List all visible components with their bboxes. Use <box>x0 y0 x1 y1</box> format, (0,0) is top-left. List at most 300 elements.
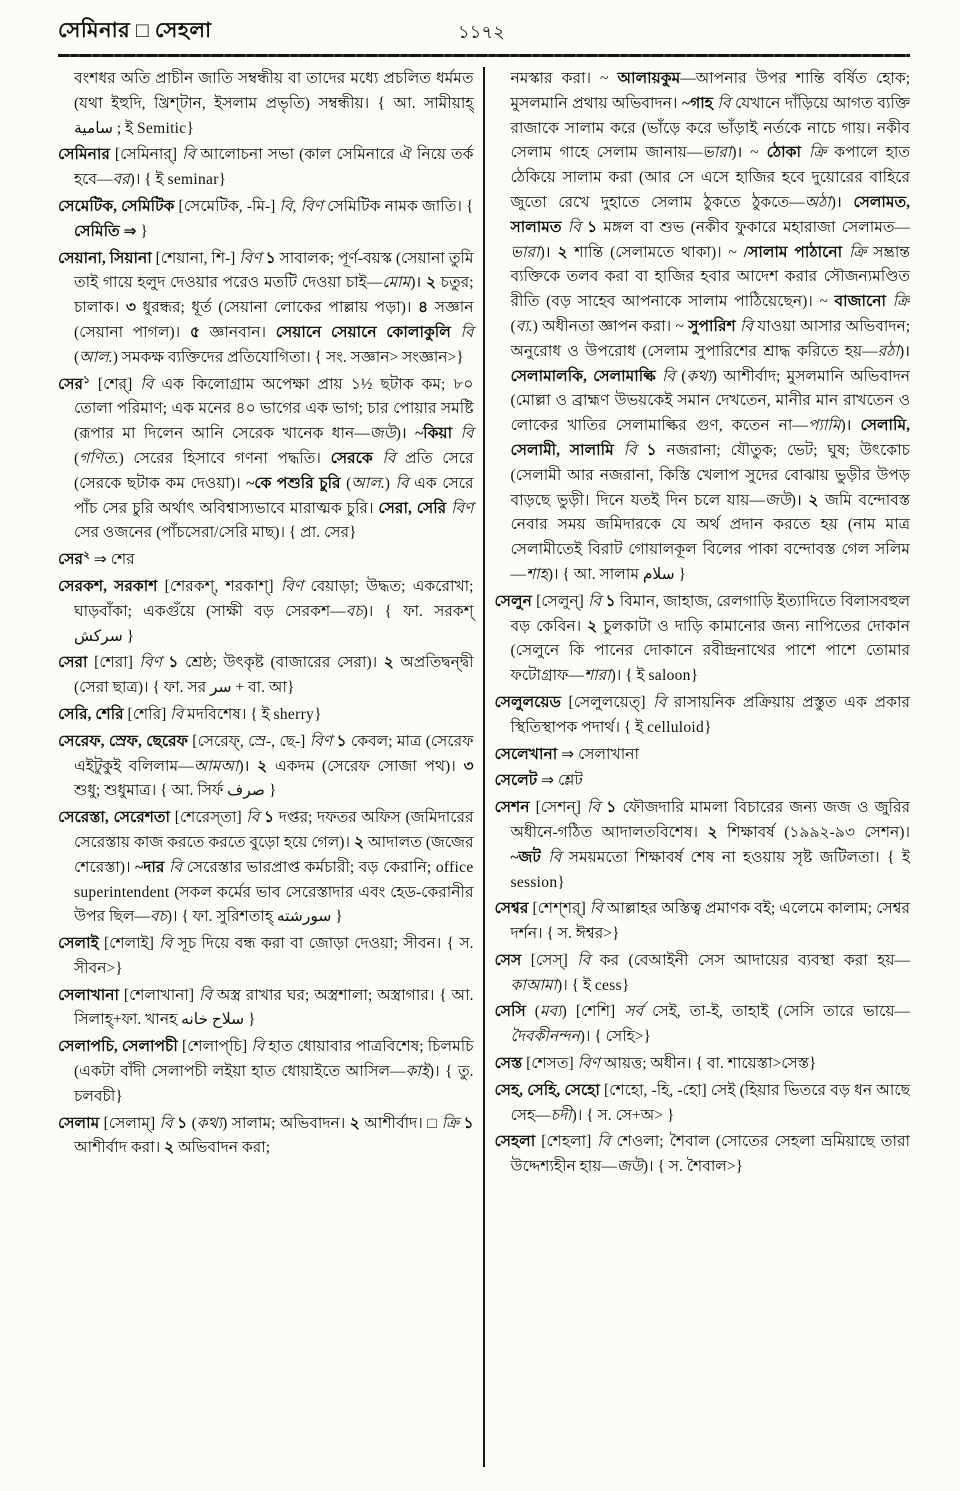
text-run: সেলামত, সালামত <box>510 193 910 236</box>
text-run: ( <box>534 1003 540 1021</box>
text-run: সের ওজনের (পাঁচসেরা/সেরি মাছ)। { প্রা. সের} <box>74 524 357 542</box>
text-run: )। <box>840 417 861 435</box>
text-run: [সেলুলয়েত্] <box>568 693 654 711</box>
headword: সেলুন <box>494 592 537 610</box>
text-run: বচ <box>149 908 167 926</box>
right-column <box>485 67 911 1467</box>
text-run: + বা. আ} <box>231 679 295 697</box>
text-run: দৈবকীনন্দন <box>510 1028 580 1046</box>
text-run: যাওয়া আসার অভিবাদন; অনুরোধ ও উপরোধ (সেলাম সুপারিশের শ্রাদ্ধ করিতে হয়— <box>510 317 910 360</box>
text-run: একদম (সেরেফ সোজা পথ)। <box>274 757 464 775</box>
text-run: صرف <box>227 782 265 800</box>
text-run: ২ <box>587 617 604 635</box>
dictionary-entry <box>495 590 911 689</box>
text-run: [সেস্] <box>530 951 578 969</box>
text-run: } <box>704 718 712 736</box>
text-run: ⇒ সেলাখানা <box>561 745 639 763</box>
text-run: [শেরেস্‌তা] <box>174 809 247 827</box>
headword: সেস <box>494 951 531 969</box>
left-column <box>58 67 483 1467</box>
text-run: ২ <box>808 491 825 509</box>
text-run: cess <box>594 976 622 994</box>
text-run: বিণ <box>280 577 311 595</box>
text-run: [সেশন্] <box>535 799 588 817</box>
dictionary-entry <box>495 1079 911 1129</box>
text-run: বি <box>587 799 607 817</box>
text-run: চতুর; চালাক। <box>74 274 474 317</box>
text-run: সম্ভ্রান্ত ব্যক্তিকে তলব করা বা হাজির হবার আদেশ করার সৌজন্যমণ্ডিত রীতি (বড় সাহেব আপনাকে সালাম পাঠিয়েছেন)। ~ <box>510 243 910 311</box>
text-run: celluloid <box>647 718 705 736</box>
dictionary-entry <box>58 575 474 649</box>
headword: সেশ্বর <box>494 900 533 918</box>
text-run: } <box>218 171 227 189</box>
text-run: (সকল কর্মের ভাব সেরেস্তাদার এবং হেড-কেরানীর উপর ছিল— <box>74 883 474 926</box>
text-run: ~কিয়া <box>415 425 461 443</box>
text-run: নমস্কার করা। ~ <box>510 70 618 87</box>
text-run: session <box>510 873 558 891</box>
text-run: } <box>331 908 343 926</box>
text-run: এক কিলোগ্রাম অপেক্ষা প্রায় ১½ ছটাক কম; ৮০ তোলা পরিমাণ; এক মনের ৪০ ভাগের এক ভাগ; চার পোয়ার সমষ্টি (রূপার মা দিলেন আনি সেরেক খানেক ধান— <box>74 375 474 443</box>
text-run: سورشته <box>276 908 332 926</box>
headword: সেরেস্তা, সেরেশতা <box>58 809 175 827</box>
text-run: বি <box>395 474 415 492</box>
text-run: সেলামি, সেলামী, সালামি <box>510 417 910 459</box>
text-run: ১ <box>336 732 351 750</box>
text-run: আদালত (জজের শেরেস্তা)। <box>74 833 474 876</box>
text-run: বি <box>251 1038 269 1056</box>
text-run: সাবালক; পূর্ণ-বয়স্ক (সেয়ানা তুমি তাই গায়ে হলুদ দেওয়ার পরেও মতটি দেওয়া চাই— <box>74 249 474 292</box>
text-run: ~গাহ <box>682 94 718 112</box>
text-run: ৩ <box>463 757 474 775</box>
text-run: চুলকাটা ও দাড়ি কামানোর জন্য নাপিতের দোকান (সেলুনে কি পানের দোকানে রবীন্দ্রনাথের পাশে পাশে তোমার ফটোগ্রাফ— <box>510 617 910 685</box>
text-run: বি <box>589 900 607 918</box>
text-run: )। { ই <box>557 976 595 994</box>
dictionary-entry <box>495 743 911 768</box>
text-run: [শেলাই] <box>103 935 160 953</box>
text-run: জ্ঞানবান। <box>209 323 276 341</box>
text-run: ভারা <box>510 243 540 261</box>
text-run: ~জট <box>510 848 549 866</box>
text-run: বি <box>198 986 217 1004</box>
text-run: বি <box>460 425 474 443</box>
text-run: ) [শেশি] <box>561 1003 625 1021</box>
text-run: কথ্য <box>196 1114 223 1132</box>
text-run: বিণ <box>451 499 474 517</box>
text-run: বি <box>168 858 187 876</box>
dictionary-entry <box>495 897 911 947</box>
text-run: বি <box>653 693 674 711</box>
text-run: ক্রি <box>441 1114 464 1132</box>
headword: সেলুলয়েড <box>494 693 569 711</box>
text-run: /সালাম পাঠানো <box>743 243 849 261</box>
headword: সেলেট <box>494 772 542 790</box>
headword: সেরা <box>58 654 95 672</box>
text-run: [শেরা] <box>94 654 140 672</box>
text-run: আল. <box>79 348 113 366</box>
text-run: [শেলাখানা] <box>123 986 199 1004</box>
text-run: চদী <box>550 1106 572 1124</box>
text-run: রাসায়নিক প্রক্রিয়ায় প্রস্তুত এক প্রকার স্থিতিস্থাপক পদার্থ। { ই <box>510 693 910 736</box>
text-run: ক্রি <box>848 243 874 261</box>
text-run: শিক্ষাবর্ষ (১৯৯২-৯৩ সেশন)। <box>726 823 910 841</box>
text-run: গণিত. <box>79 449 119 467</box>
text-run: ২ <box>257 757 275 775</box>
text-run: বি <box>597 1133 617 1151</box>
entry-continuation <box>58 67 474 141</box>
text-run: হাত ধোয়াবার পাত্রবিশেষ; চিলমচি (একটা বাঁদী সেলাপচী লইয়া হাত ধোয়াইতে আসিল— <box>74 1038 474 1081</box>
text-run: ২ <box>164 1139 179 1157</box>
text-run: ১ <box>587 218 604 236</box>
text-run: সময়মতো শিক্ষাবর্ষ শেষ না হওয়ায় সৃষ্ট জটিলতা। { ই <box>568 848 910 866</box>
text-run: ⇒ শ্লেট <box>541 772 583 790</box>
text-run: ) সালাম; অভিবাদন। <box>222 1114 350 1132</box>
text-run: )। { ফা. সুরিশতাহ্ <box>166 908 277 926</box>
text-run: বি <box>140 375 162 393</box>
dictionary-entry <box>495 796 911 895</box>
text-run: আল্লাহর অস্তিত্ব প্রমাণক বই; এলেমে কালাম; সেশ্বর দর্শন। { স. ঈশ্বর>} <box>510 900 910 943</box>
text-run: সজ্ঞান (সেয়ানা পাগল)। <box>74 299 474 341</box>
dictionary-entry <box>495 1052 911 1077</box>
text-run: কপালে হাত ঠেকিয়ে সালাম করা (আর সে এসে হাজির হবে দুয়োরের বাহিরে জুতো রেখে দুহাতে সেলাম ঠুকতে ঠুকতে— <box>510 144 910 211</box>
text-run: )। { তু. চলবচী} <box>74 1063 474 1105</box>
text-run: )। ~ <box>731 144 767 162</box>
text-run: [শেয়ানা, শি-] <box>155 249 240 267</box>
dictionary-entry <box>58 1112 474 1162</box>
dictionary-entry <box>58 548 474 573</box>
headword: সেলাপচি, সেলাপচী <box>58 1038 182 1056</box>
text-run: ৫ <box>189 323 210 341</box>
text-run: প্যামি <box>807 417 841 435</box>
headword: সেমেটিক, সেমিটিক <box>58 197 179 215</box>
text-run: বি <box>170 705 188 723</box>
text-run: [সেরেফ্, স্রে-, ছে-] <box>192 732 310 750</box>
text-run: ১ <box>264 809 279 827</box>
text-run: سلام <box>642 565 675 583</box>
text-run: Semitic <box>137 119 187 137</box>
text-run: বি <box>661 367 682 385</box>
headword: সেলেখানা <box>494 745 562 763</box>
text-run: সেমিতি ⇒ <box>74 222 137 240</box>
text-run: )। <box>898 342 910 360</box>
text-run: মঙ্গল বা শুভ (নকীব ফুকারে মহারাজা সেলামত— <box>603 218 910 236</box>
dictionary-entry <box>58 806 474 930</box>
text-run: )। <box>395 425 416 443</box>
text-run: ২ <box>353 833 368 851</box>
text-run: যেখানে দাঁড়িয়ে আগত ব্যক্তি রাজাকে সালাম করে (ভাঁড়ে করে ভাঁড়াই নর্তকে নাচে গায়। নকীব সেলাম গাহে সেলাম জানায়— <box>510 94 910 162</box>
text-run: সুপারিশ <box>688 317 740 335</box>
dictionary-entry <box>58 730 474 804</box>
text-run: [শেশ্‌শর্] <box>532 900 590 918</box>
text-run: } <box>621 976 630 994</box>
text-run: )। <box>410 274 426 292</box>
text-run: ( <box>346 474 352 492</box>
text-run: কাই <box>405 1063 429 1081</box>
text-run: سرکش <box>74 627 123 645</box>
text-run: } <box>136 222 148 240</box>
text-run: )। { সেহি>} <box>579 1028 651 1046</box>
text-run: )। { আ. সালাম <box>547 565 643 583</box>
text-run: ভারা <box>702 144 732 162</box>
headword: সেসি <box>494 1003 535 1021</box>
text-run: ১ <box>646 441 667 459</box>
text-run: سلاح خانه <box>181 1011 245 1029</box>
text-run: বিণ <box>239 249 266 267</box>
text-run: ২ <box>349 1114 365 1132</box>
text-run: সূচ দিয়ে বন্ধ করা বা জোড়া দেওয়া; সীবন। { স. সীবন>} <box>74 935 474 977</box>
text-run: জউ <box>764 491 791 509</box>
text-run: সেরা, সেরি <box>378 499 452 517</box>
text-run: ৪ <box>418 299 435 317</box>
text-run: শেওলা; শৈবাল (সোতের সেহলা ভ্রমিয়াছে তারা উদ্দেশ্যহীন হায়— <box>510 1133 910 1176</box>
dictionary-entry <box>58 195 474 245</box>
text-run: জমি বন্দোবস্ত নেবার সময় জমিদারকে যে অর্থ প্রদান করতে হয় (নাম মাত্র সেলামীতেই বিরাট গোয়ালকূল বিলের পাকা বন্দোবস্ত গেল সলিম— <box>510 491 910 583</box>
text-run: )। <box>790 491 809 509</box>
text-run: سر <box>209 679 232 697</box>
text-run: ১ <box>605 592 620 610</box>
text-run: office superintendent <box>74 858 474 901</box>
dictionary-entry <box>58 984 474 1034</box>
text-run: [সেলাম্] <box>103 1114 160 1132</box>
text-run: বিমান, জাহাজ, রেলগাড়ি ইত্যাদিতে বিলাসবহুল বড় কেবিন। <box>510 592 910 635</box>
text-run: ফৌজদারি মামলা বিচারের জন্য জজ ও জুরির অধীনে-গঠিত আদালতবিশেষ। <box>510 799 910 841</box>
text-run: [শেসত] <box>526 1055 578 1073</box>
text-run: আল. <box>351 474 385 492</box>
text-run: ~দার <box>135 858 169 876</box>
text-run: কথ্য <box>686 367 712 385</box>
text-run: এক সেরে পাঁচ সের চুরি অর্থাৎ অবিশ্বাস্যভাবে মারাত্মক চুরি। <box>74 474 474 517</box>
text-run: —আপনার উপর শান্তি বর্ষিত হোক; মুসলমানি প্রথায় অভিবাদন। <box>510 70 910 112</box>
text-run: ক্রি <box>808 144 835 162</box>
text-run: আশীর্বাদ। □ <box>364 1114 442 1132</box>
text-run: )। { ই <box>610 667 649 685</box>
headword: সেরকশ, সরকাশ <box>58 577 165 595</box>
text-run: )। { ই <box>129 171 168 189</box>
text-run: )। { স. সে+অ> } <box>571 1106 675 1124</box>
dictionary-entry <box>58 143 474 193</box>
text-run: } <box>690 667 699 685</box>
text-run: ২ <box>83 549 90 561</box>
two-column-body <box>58 67 910 1467</box>
headword: সেস্ত <box>494 1055 527 1073</box>
headword: সের <box>58 375 84 393</box>
text-run: ১ <box>83 374 90 386</box>
text-run: ) <box>384 474 396 492</box>
text-run: বাজানো <box>834 293 893 311</box>
text-run: ( <box>191 1114 197 1132</box>
text-run: বি <box>548 848 569 866</box>
text-run: বি, বিণ <box>279 197 328 215</box>
text-run: মব্য <box>539 1003 562 1021</box>
text-run: } <box>314 705 322 723</box>
text-run: অঠা <box>804 193 831 211</box>
text-run: বচ <box>345 602 363 620</box>
text-run: শান্তি (সেলামতে থাকা)। ~ <box>574 243 744 261</box>
text-run: } <box>557 873 565 891</box>
entry-continuation <box>495 67 911 588</box>
text-run: বি <box>739 317 758 335</box>
text-run: ) অধীনতা জ্ঞাপন করা। ~ <box>532 317 689 335</box>
text-run: ( <box>74 449 80 467</box>
text-run: বি <box>567 218 588 236</box>
text-run: বি <box>246 809 265 827</box>
text-run: sherry <box>273 705 315 723</box>
text-run: ; ই <box>113 119 137 137</box>
text-run: ⇒ শের <box>89 551 135 569</box>
headword: সেমিনার <box>58 146 115 164</box>
dictionary-entry <box>58 703 474 728</box>
text-run: ক্রি <box>892 293 910 311</box>
text-run: সেমিটিক নামক জাতি। { <box>327 197 474 215</box>
text-run: ~কে পশুরি চুরি <box>246 474 347 492</box>
text-run: ) সেরের হিসাবে গণনা পদ্ধতি। <box>118 449 331 467</box>
text-run: সর্ব <box>624 1003 653 1021</box>
text-run: ধুরন্ধর; ধূর্ত (সেয়ানা লোকের পাল্লায় পড়া)। <box>142 299 419 317</box>
page-header <box>58 14 910 52</box>
text-run: সেলামালকি, সেলামাল্কি <box>510 367 662 385</box>
text-run: } <box>674 565 686 583</box>
text-run: প্রতি সেরে (সেরকে ছটাক কম দেওয়া)। <box>74 449 474 492</box>
text-run: আশীর্বাদ করা। <box>74 1139 165 1157</box>
text-run: [সেমিনার্] <box>114 146 183 164</box>
text-run: বি <box>577 951 600 969</box>
text-run: saloon <box>648 667 691 685</box>
text-run: মদবিশেষ। { ই <box>187 705 274 723</box>
guide-words: সেমিনার □ সেহলা <box>58 18 212 42</box>
text-run: বি <box>717 94 736 112</box>
text-run: seminar <box>167 171 219 189</box>
dictionary-entry <box>58 373 474 547</box>
dictionary-entry <box>495 769 911 794</box>
text-run: ঠোকা <box>766 144 809 162</box>
text-run: বি <box>382 449 405 467</box>
text-run: ব্য. <box>515 317 533 335</box>
headword: সেলাম <box>58 1114 104 1132</box>
text-run: নজরানা; যৌতুক; ভেট; ঘুষ; উৎকোচ (সেলামী আর নজরানা, কিস্তি খেলাপ সুদের বোঝায় ভুড়ীর উপড় বাড়ছে ভুড়ী। দিনে যতই দিন চলে যায়— <box>510 441 910 509</box>
text-run: বি <box>159 935 178 953</box>
text-run: শারা <box>583 667 611 685</box>
text-run: ৩ <box>125 299 143 317</box>
text-run: [সেলুন্] <box>536 592 589 610</box>
text-run: [শেলাপ্‌চি] <box>181 1038 252 1056</box>
text-run: )। <box>830 193 854 211</box>
text-run: [শের্] <box>89 375 141 393</box>
text-run: শুধু; শুধুমাত্র। { আ. সির্ফ <box>74 782 228 800</box>
headword: সের <box>58 551 84 569</box>
text-run: } <box>122 627 135 645</box>
text-run: )। <box>238 757 258 775</box>
text-run: শাহ <box>526 565 548 583</box>
text-run: ( <box>74 348 80 366</box>
text-run: জউ <box>369 425 396 443</box>
headword: সেশন <box>494 799 536 817</box>
text-run: বি <box>159 1114 178 1132</box>
text-run: দপ্তর; দফতর অফিস (জমিদারের সেরেস্তায় কাজ করতে করতে বুড়ো হয়ে গেল)। <box>74 809 474 851</box>
page-number: ১১৭২ <box>458 22 505 42</box>
text-run: [শেহলা] <box>541 1133 598 1151</box>
dictionary-entry <box>495 691 911 741</box>
text-run: } <box>244 1011 256 1029</box>
text-run: সেরেস্তার ভারপ্রাপ্ত কর্মচারী; বড় কেরানি; <box>186 858 436 876</box>
headword: সেয়ানা, সিয়ানা <box>58 249 156 267</box>
text-run: سامية <box>74 119 113 137</box>
text-run: বি <box>460 323 474 341</box>
text-run: কাআমা <box>510 976 558 994</box>
text-run: বিণ <box>309 732 337 750</box>
text-run: ( <box>510 317 516 335</box>
text-run: [সেমেটিক, -মি-] <box>178 197 280 215</box>
headword: সেলাই <box>58 935 104 953</box>
text-run: বেয়াড়া; উদ্ধত; একরোখা; ঘাড়বাঁকা; একগুঁয়ে (সাক্ষী বড় সেরকশ— <box>74 577 474 620</box>
text-run: } <box>264 782 277 800</box>
text-run: ১ <box>168 654 185 672</box>
dictionary-entry <box>58 1035 474 1109</box>
text-run: সেই, তা-ই, তাহাই (সেসি তারে ভায়ে— <box>652 1003 910 1021</box>
text-run: )। { স. শৈবাল>} <box>642 1158 744 1176</box>
dictionary-entry <box>495 949 911 999</box>
headword: সেলাখানা <box>58 986 124 1004</box>
text-run: রঠা <box>877 342 899 360</box>
header-rule <box>58 54 910 57</box>
dictionary-entry <box>495 1130 911 1180</box>
text-run: অপ্রতিদ্বন্দ্বী (সেরা ছাত্র)। { ফা. সর <box>74 654 474 697</box>
text-run: ) সমকক্ষ ব্যক্তিদের প্রতিযোগিতা। { সং. সজ্ঞান> সংজ্ঞান>} <box>112 348 464 366</box>
text-run: [শেহো, -হি, -হো] সেই (হিয়ার ভিতরে বড় ধন আছে সেহ— <box>510 1081 910 1124</box>
text-run: সেরকে <box>330 449 383 467</box>
text-run: ২ <box>383 654 401 672</box>
text-run: শ্রেষ্ঠ; উৎকৃষ্ট (বাজারের সেরা)। <box>184 654 384 672</box>
text-run: বর <box>112 171 130 189</box>
text-run: আমআ <box>193 757 239 775</box>
text-run: ( <box>681 367 687 385</box>
text-run: ১ <box>265 249 280 267</box>
text-run: ২ <box>425 274 441 292</box>
text-run: [শেরকশ্, শরকাশ্] <box>164 577 281 595</box>
text-run: [শেরি] <box>127 705 171 723</box>
text-run: ২ <box>557 243 575 261</box>
text-run: )। { ফা. সরকশ্ <box>362 602 474 620</box>
text-run: বি <box>182 146 201 164</box>
text-run: আয়ত্ত; অধীন। { বা. শায়েস্তা>সেস্ত} <box>603 1055 817 1073</box>
text-run: বি <box>623 441 647 459</box>
text-run: ১ <box>606 799 623 817</box>
text-run: )। <box>539 243 558 261</box>
text-run: সেয়ানে সেয়ানে কোলাকুলি <box>275 323 461 341</box>
headword: সেরেফ, স্রেফ, ছেরেফ <box>58 732 193 750</box>
text-run: ১ <box>177 1114 192 1132</box>
text-run: ২ <box>707 823 727 841</box>
dictionary-entry <box>58 247 474 371</box>
headword: সেহ, সেহি, সেহো <box>494 1081 605 1099</box>
text-run: মোম <box>382 274 411 292</box>
text-run: বি <box>588 592 606 610</box>
text-run: অস্ত্র রাখার ঘর; অস্ত্রশালা; অস্ত্রাগার। { আ. সিলাহ্+ফা. খানহ <box>74 986 474 1029</box>
text-run: জউ <box>616 1158 643 1176</box>
text-run: কর (বেআইনী সেস আদায়ের ব্যবস্থা করা হয়— <box>599 951 910 969</box>
text-run: অভিবাদন করা; <box>178 1139 271 1157</box>
text-run: বংশধর অতি প্রাচীন জাতি সম্বন্ধীয় বা তাদের মধ্যে প্রচলিত ধর্মমত (যথা ইহুদি, খ্রিশ্টান, ইসলাম প্রভৃতি) সম্বন্ধীয়। { আ. সামীয়াহ্ <box>74 70 474 112</box>
text-run: বিণ <box>577 1055 604 1073</box>
text-run: বিণ <box>139 654 169 672</box>
text-run: ) আশীর্বাদ; মুসলমানি অভিবাদন (মোল্লা ও ব্রাহ্মণ উভয়কেই সমান দেখতেন, মানীর মান রাখতেন ও লোকের খাতির সেলামাল্কির গুণ, কতেন না— <box>510 367 910 435</box>
headword: সেরি, শেরি <box>58 705 128 723</box>
dictionary-entry <box>58 932 474 982</box>
dictionary-entry <box>495 1000 911 1050</box>
text-run: আলোচনা সভা (কাল সেমিনারে ঐ নিয়ে তর্ক হবে— <box>74 146 474 189</box>
text-run: ১ <box>463 1114 474 1132</box>
text-run: } <box>186 119 194 137</box>
dictionary-entry <box>58 651 474 701</box>
headword: সেহলা <box>494 1133 542 1151</box>
